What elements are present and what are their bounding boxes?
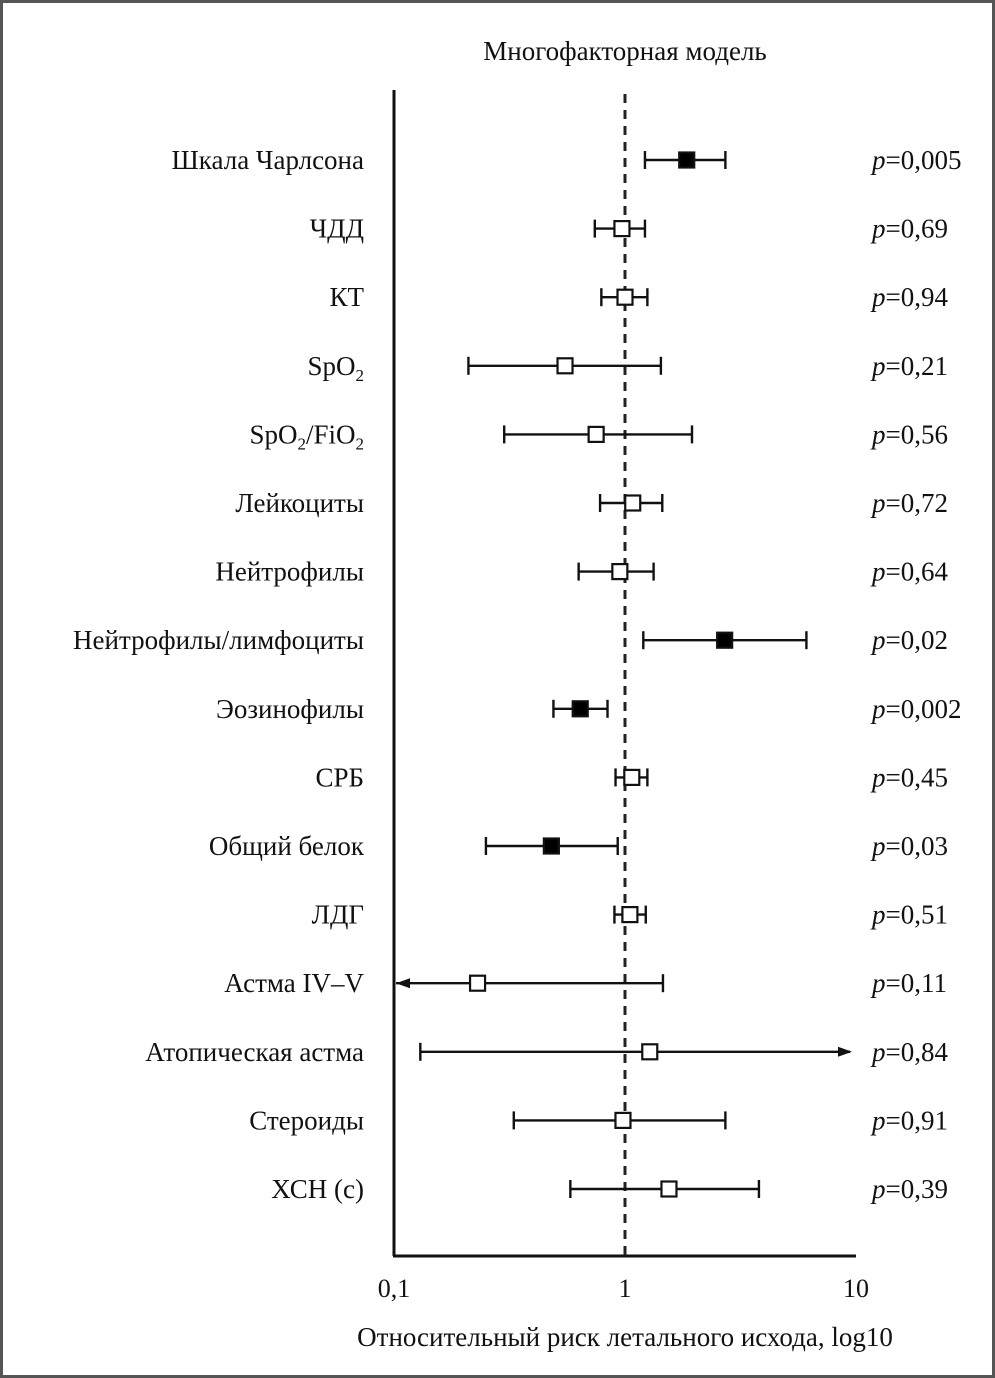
forest-rows [73,145,961,1204]
forest-row [312,900,948,930]
point-estimate [558,358,573,373]
point-estimate [614,221,629,236]
point-estimate [642,1044,657,1059]
forest-row [315,762,948,792]
p-value: p=0,84 [872,1036,948,1067]
point-estimate [717,633,732,648]
point-estimate [573,701,588,716]
x-tick-label: 10 [843,1274,869,1303]
point-estimate [612,564,627,579]
point-estimate [661,1182,676,1197]
p-value: p=0,02 [872,625,948,656]
p-value: p=0,39 [872,1174,948,1204]
p-value: p=0,91 [872,1105,948,1136]
ci-arrow-right [838,1047,852,1057]
p-value: p=0,56 [872,419,948,450]
forest-row [329,282,948,312]
row-label: КТ [329,282,364,313]
row-label: СРБ [315,762,364,793]
point-estimate [544,839,559,854]
x-axis-label: Относительный риск летального исхода, log10 [357,1322,893,1352]
point-estimate [625,496,640,511]
forest-row [73,625,948,655]
p-value: p=0,03 [872,831,948,861]
x-tick-label: 1 [618,1274,632,1303]
point-estimate [622,907,637,922]
row-label: Нейтрофилы [215,556,364,587]
row-label: Шкала Чарлсона [171,145,364,175]
forest-row [271,1174,948,1204]
forest-row [224,968,947,998]
forest-row [172,145,962,175]
p-value: p=0,11 [872,968,947,999]
point-estimate [624,770,639,785]
p-value: p=0,69 [872,213,948,244]
row-label: Лейкоциты [235,488,364,518]
ci-arrow-left [396,978,410,988]
forest-row [215,557,948,587]
chart-title: Многофакторная модель [483,36,767,66]
point-estimate [615,1113,630,1128]
forest-row [235,488,948,518]
forest-row [249,1105,948,1135]
x-tick-label: 0,1 [377,1274,411,1303]
forest-row [209,831,948,861]
row-label: Стероиды [249,1105,364,1136]
row-label: ЛДГ [311,899,364,930]
forest-row [216,694,961,724]
forest-row [310,214,948,244]
row-label: ХСН (с) [271,1174,364,1204]
axes [393,90,856,1256]
p-value: p=0,72 [872,488,948,518]
row-label: Атопическая астма [145,1036,364,1067]
forest-row [145,1037,948,1067]
point-estimate [589,427,604,442]
row-label: Нейтрофилы/лимфоциты [73,625,364,656]
forest-row [249,419,948,453]
point-estimate [618,290,633,305]
p-value: p=0,005 [872,145,962,175]
row-label: Астма IV–V [224,968,364,999]
x-ticks [378,1274,869,1303]
row-label: SpO$_2$ [307,350,364,385]
row-label: Эозинофилы [216,693,364,724]
p-value: p=0,94 [872,282,948,313]
point-estimate [470,976,485,991]
point-estimate [679,153,694,168]
p-value: p=0,64 [872,556,948,587]
p-value: p=0,21 [872,350,948,381]
p-value: p=0,45 [872,762,948,793]
row-label: SpO$_2$/FiO$_2$ [249,419,364,454]
row-label: Общий белок [208,831,364,861]
forest-row [307,351,948,385]
p-value: p=0,002 [872,693,962,724]
row-label: ЧДД [309,213,364,244]
p-value: p=0,51 [872,899,948,930]
